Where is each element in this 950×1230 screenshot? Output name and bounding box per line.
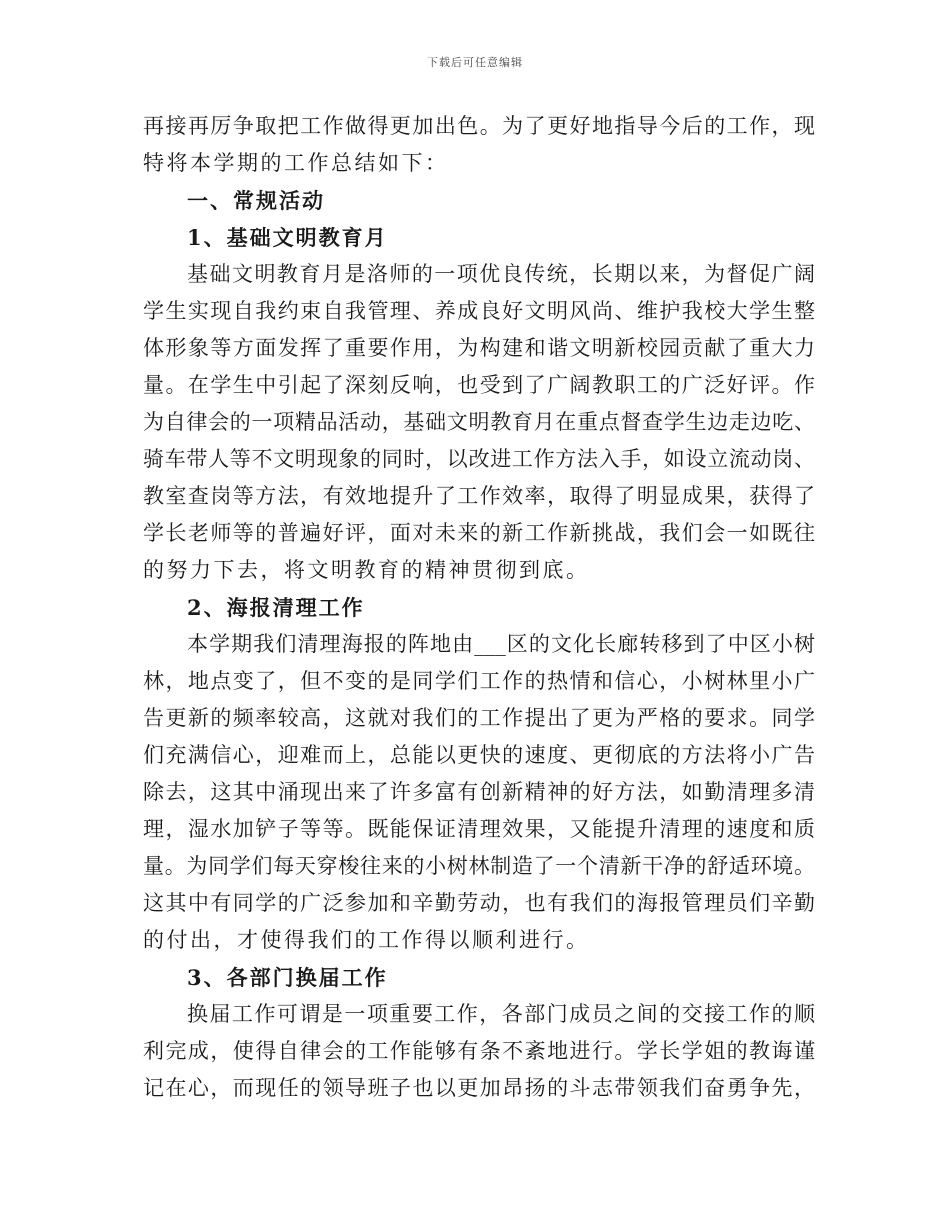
- document-body: [143, 108, 815, 1107]
- paragraph-line: 学长老师等的普遍好评，面对未来的新工作新挑战，我们会一如既往: [143, 521, 815, 545]
- paragraph-line: 的付出，才使得我们的工作得以顺利进行。: [143, 928, 590, 952]
- section-heading: 一、常规活动: [187, 188, 325, 213]
- paragraph-line: 为自律会的一项精品活动，基础文明教育月在重点督查学生边走边吃、: [143, 410, 815, 434]
- paragraph-line: 学生实现自我约束自我管理、养成良好文明风尚、维护我校大学生整: [143, 299, 815, 323]
- paragraph-line: 告更新的频率较高，这就对我们的工作提出了更为严格的要求。同学: [143, 706, 815, 730]
- paragraph-line: 量。在学生中引起了深刻反响，也受到了广阔教职工的广泛好评。作: [143, 373, 815, 397]
- paragraph-line: 基础文明教育月是洛师的一项优良传统，长期以来，为督促广阔: [187, 262, 815, 286]
- paragraph-line: 的努力下去，将文明教育的精神贯彻到底。: [143, 558, 590, 582]
- paragraph-line: 记在心，而现任的领导班子也以更加昂扬的斗志带领我们奋勇争先，: [143, 1076, 815, 1100]
- paragraph-line: 这其中有同学的广泛参加和辛勤劳动，也有我们的海报管理员们辛勤: [143, 891, 815, 915]
- section-heading: 1、基础文明教育月: [187, 225, 388, 250]
- paragraph-line: 除去，这其中涌现出来了许多富有创新精神的好方法，如勤清理多清: [143, 780, 815, 804]
- section-heading: 3、各部门换届工作: [187, 965, 388, 990]
- section-heading: 2、海报清理工作: [187, 595, 365, 620]
- paragraph-line: 特将本学期的工作总结如下：: [143, 151, 449, 175]
- paragraph-line: 林，地点变了，但不变的是同学们工作的热情和信心，小树林里小广: [143, 669, 815, 693]
- page-header: 下载后可任意编辑: [427, 56, 523, 69]
- paragraph-line: 换届工作可谓是一项重要工作，各部门成员之间的交接工作的顺: [187, 1002, 815, 1026]
- paragraph-line: 量。为同学们每天穿梭往来的小树林制造了一个清新干净的舒适环境。: [143, 854, 815, 878]
- paragraph-line: 们充满信心，迎难而上，总能以更快的速度、更彻底的方法将小广告: [143, 743, 815, 767]
- paragraph-line: 再接再厉争取把工作做得更加出色。为了更好地指导今后的工作，现: [143, 114, 815, 138]
- paragraph-line: 理，湿水加铲子等等。既能保证清理效果，又能提升清理的速度和质: [143, 817, 815, 841]
- paragraph-line: 教室查岗等方法，有效地提升了工作效率，取得了明显成果，获得了: [143, 484, 815, 508]
- paragraph-line: 体形象等方面发挥了重要作用，为构建和谐文明新校园贡献了重大力: [143, 336, 815, 360]
- paragraph-line: 利完成，使得自律会的工作能够有条不紊地进行。学长学姐的教诲谨: [143, 1039, 815, 1063]
- paragraph-line: 骑车带人等不文明现象的同时，以改进工作方法入手，如设立流动岗、: [143, 447, 815, 471]
- paragraph-line: 本学期我们清理海报的阵地由___区的文化长廊转移到了中区小树: [187, 632, 815, 656]
